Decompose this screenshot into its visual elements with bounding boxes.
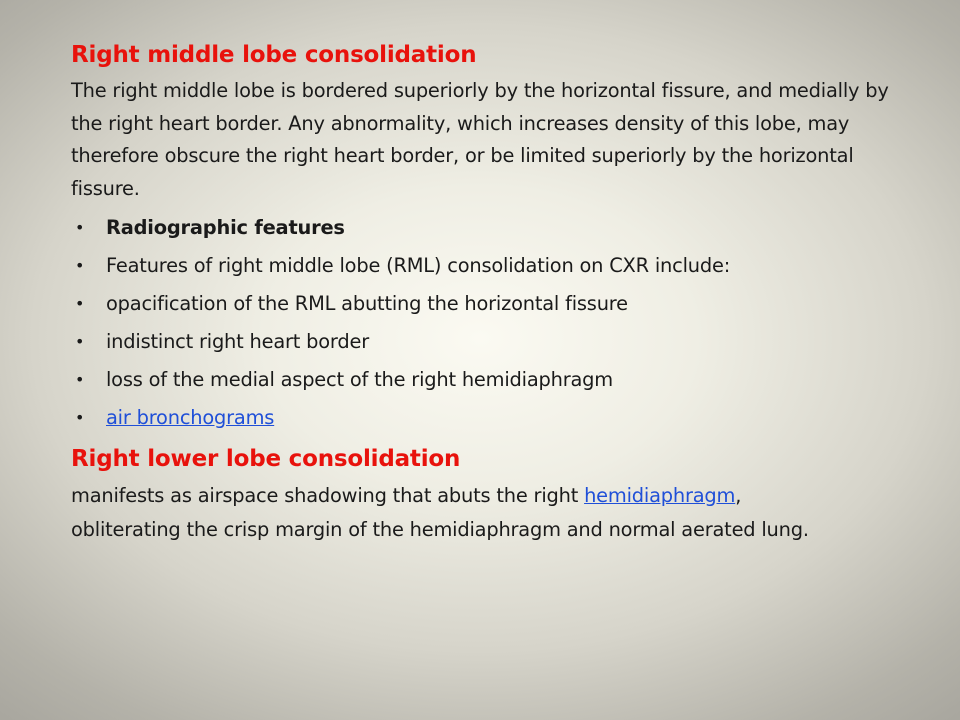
rll-text-before-link: manifests as airspace shadowing that abuts the right bbox=[71, 484, 585, 507]
list-item bbox=[71, 367, 921, 393]
radiographic-features-label: Radiographic features bbox=[106, 216, 345, 239]
air-bronchograms-link[interactable]: air bronchograms bbox=[106, 406, 275, 429]
rll-text-after-link: , bbox=[735, 484, 742, 507]
rll-text-line2: obliterating the crisp margin of the hemidiaphragm and normal aerated lung. bbox=[71, 518, 809, 541]
bullet-icon: • bbox=[75, 332, 85, 351]
bullet-icon: • bbox=[75, 218, 85, 237]
rml-heading: Right middle lobe consolidation bbox=[71, 42, 477, 68]
rml-bullet-list bbox=[71, 215, 921, 431]
list-item-text: indistinct right heart border bbox=[106, 330, 369, 353]
list-item bbox=[71, 291, 921, 317]
bullet-icon: • bbox=[75, 294, 85, 313]
list-item bbox=[71, 215, 921, 241]
list-item-text: Features of right middle lobe (RML) consolidation on CXR include: bbox=[106, 254, 731, 277]
bullet-icon: • bbox=[75, 256, 85, 275]
bullet-icon: • bbox=[75, 370, 85, 389]
rll-description bbox=[71, 479, 921, 547]
list-item-text: opacification of the RML abutting the horizontal fissure bbox=[106, 292, 628, 315]
list-item bbox=[71, 329, 921, 355]
list-item bbox=[71, 405, 921, 431]
bullet-icon: • bbox=[75, 408, 85, 427]
list-item-text: loss of the medial aspect of the right hemidiaphragm bbox=[106, 368, 613, 391]
rml-description: The right middle lobe is bordered superiorly by the horizontal fissure, and medially by the right heart border. Any abnormality, which increases density of this lobe, may therefore obscure the right heart border, or be limited superiorly by the horizontal fissure. bbox=[71, 79, 889, 200]
list-item bbox=[71, 253, 921, 279]
rll-heading: Right lower lobe consolidation bbox=[71, 446, 461, 472]
hemidiaphragm-link[interactable]: hemidiaphragm bbox=[584, 484, 736, 507]
slide-content bbox=[71, 39, 921, 547]
